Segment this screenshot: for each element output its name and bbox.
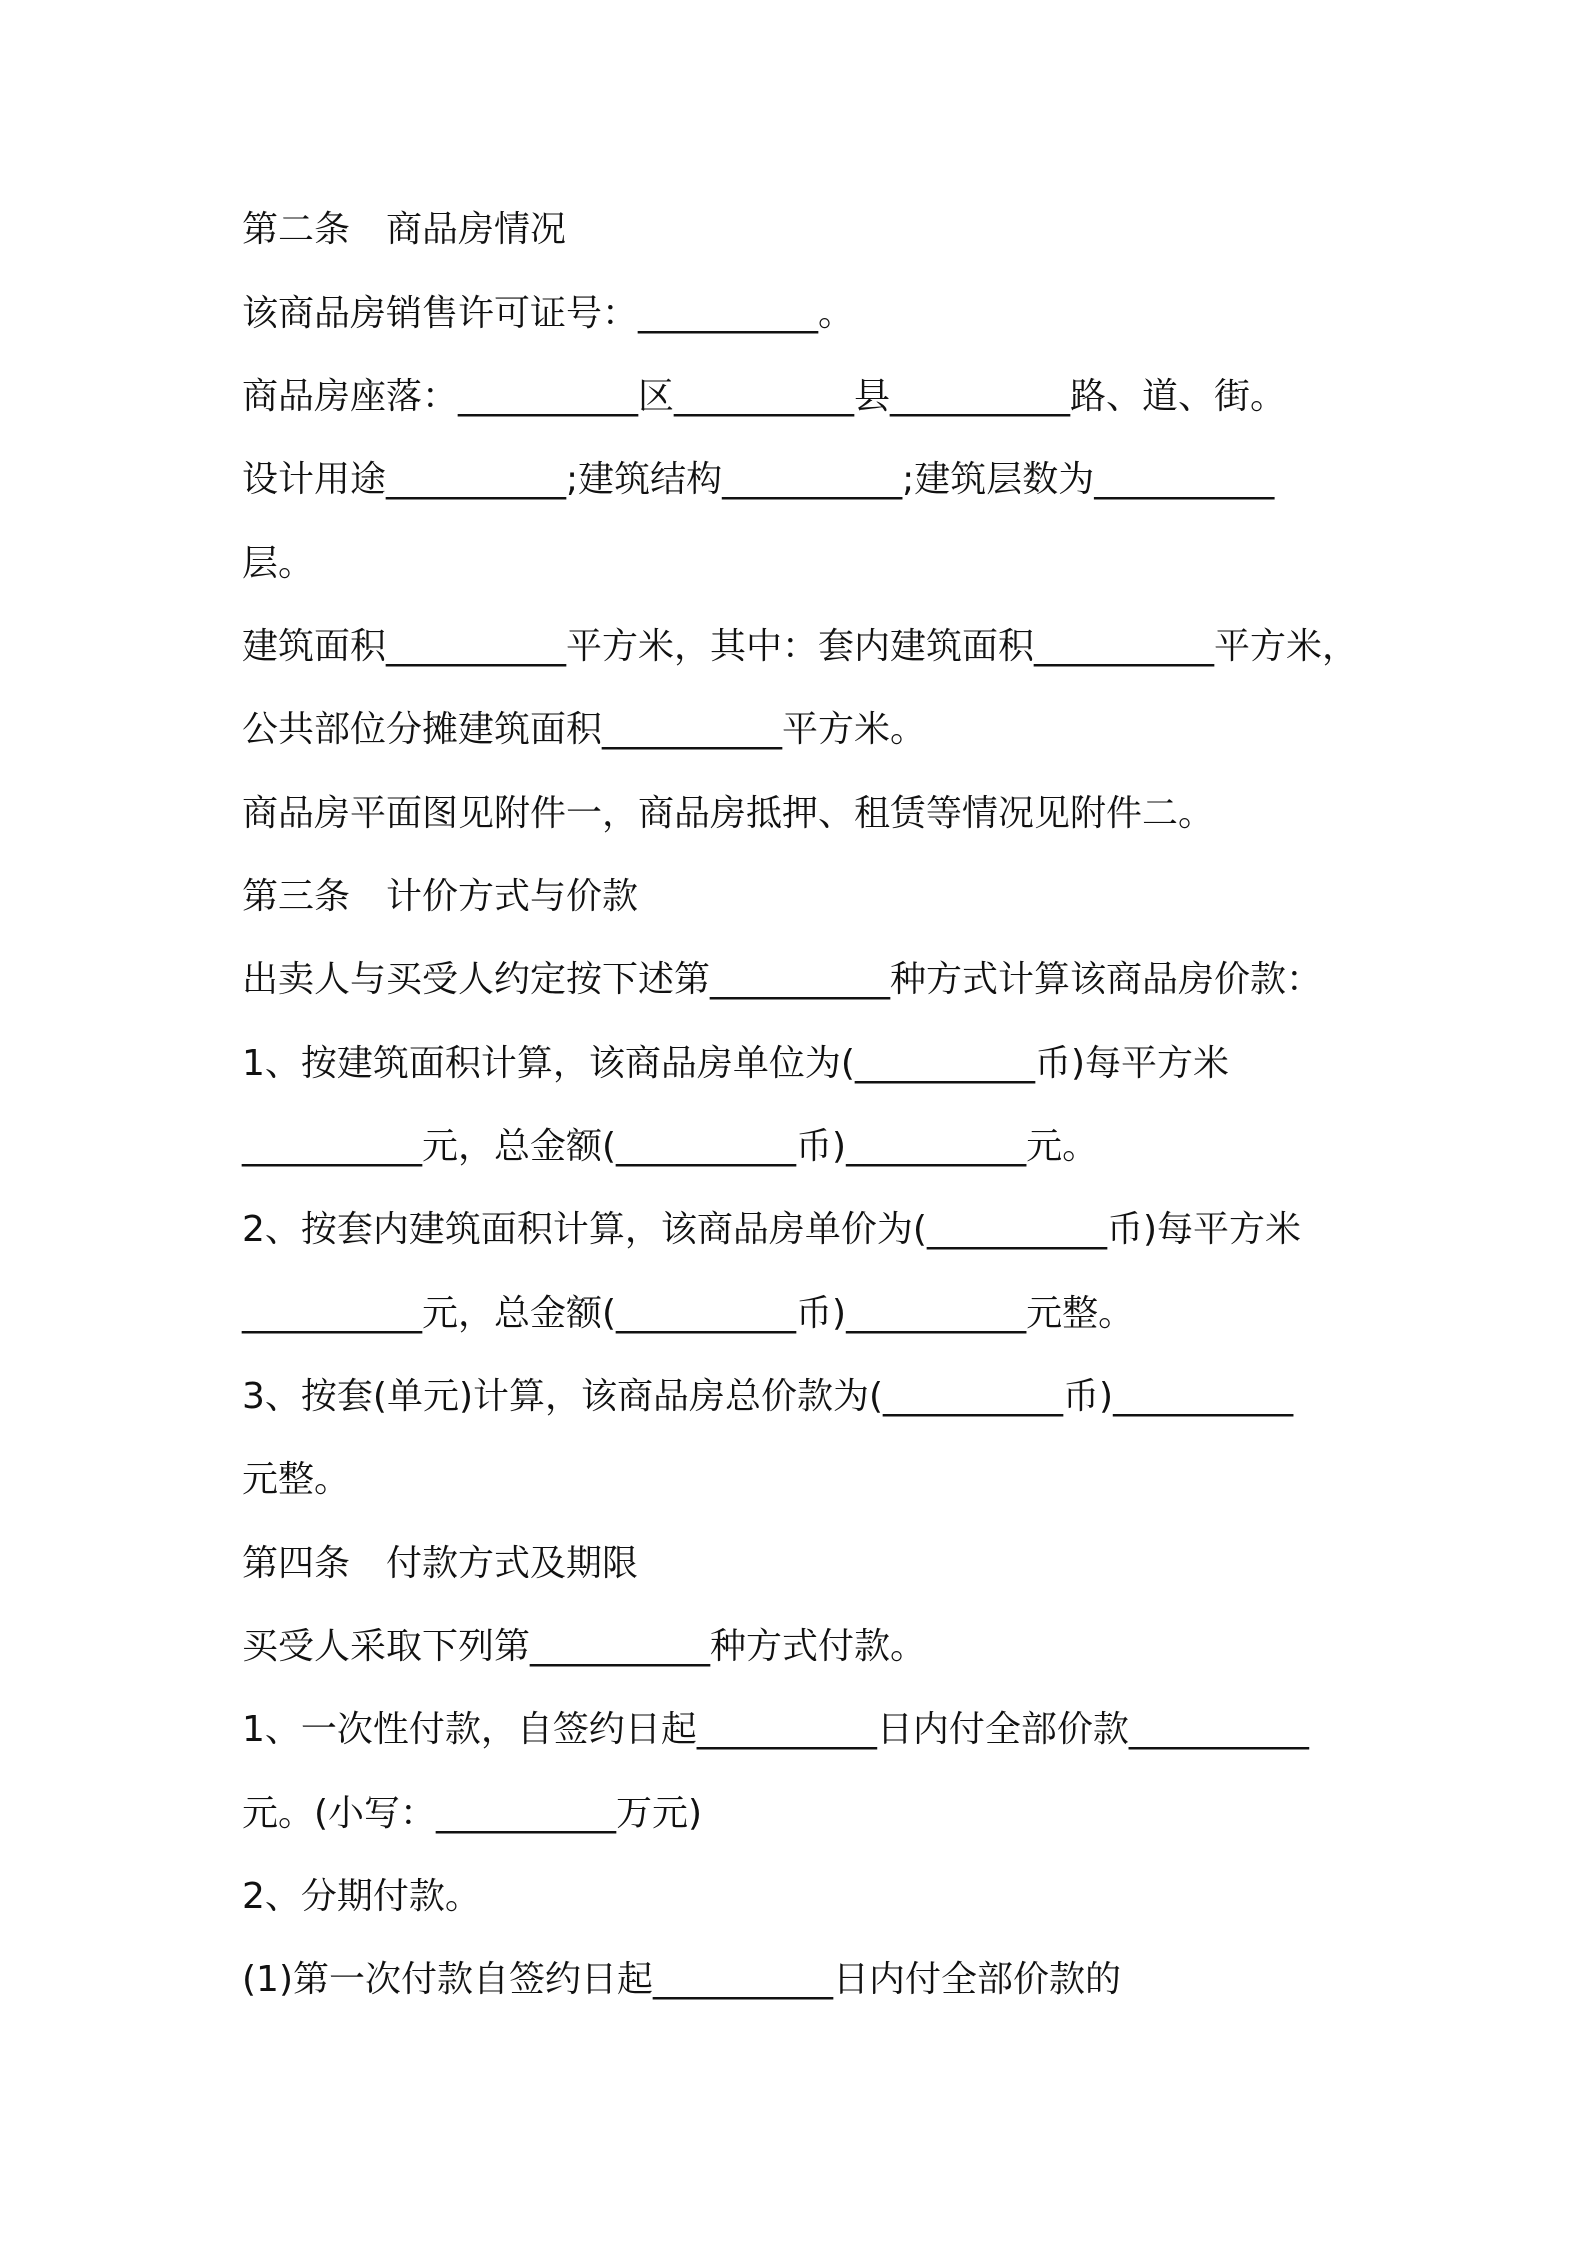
attachments-line: 商品房平面图见附件一，商品房抵押、租赁等情况见附件二。 xyxy=(242,793,1215,834)
payment-option-2: 2、分期付款。 xyxy=(242,1876,481,1917)
building-area-line: 建筑面积__________平方米，其中：套内建筑面积__________平方米， xyxy=(242,626,1359,667)
pricing-option-1-cont: __________元，总金额(__________币)__________元。 xyxy=(242,1126,1099,1167)
pricing-option-3: 3、按套(单元)计算，该商品房总价款为(__________币)__________ xyxy=(242,1376,1294,1417)
payment-option-1-cont: 元。(小写：__________万元) xyxy=(242,1793,703,1834)
pricing-option-2-cont: __________元，总金额(__________币)__________元整。 xyxy=(242,1293,1135,1334)
pricing-method-line: 出卖人与买受人约定按下述第__________种方式计算该商品房价款： xyxy=(242,959,1323,1000)
design-use-line: 设计用途__________;建筑结构__________;建筑层数为__________ xyxy=(242,459,1275,500)
payment-method-line: 买受人采取下列第__________种方式付款。 xyxy=(242,1626,927,1667)
pricing-option-1: 1、按建筑面积计算，该商品房单位为(__________币)每平方米 xyxy=(242,1043,1229,1084)
pricing-option-2: 2、按套内建筑面积计算，该商品房单价为(__________币)每平方米 xyxy=(242,1209,1301,1250)
article-3-heading: 第三条 计价方式与价款 xyxy=(242,876,639,917)
article-2-heading: 第二条 商品房情况 xyxy=(242,209,567,250)
floors-line-continued: 层。 xyxy=(242,543,315,584)
shared-area-line: 公共部位分摊建筑面积__________平方米。 xyxy=(242,709,927,750)
pricing-option-3-cont: 元整。 xyxy=(242,1459,351,1500)
installment-1-line: (1)第一次付款自签约日起__________日内付全部价款的 xyxy=(242,1959,1121,2000)
payment-option-1: 1、一次性付款，自签约日起__________日内付全部价款__________ xyxy=(242,1709,1309,1750)
sales-permit-line: 该商品房销售许可证号：__________。 xyxy=(242,293,855,334)
article-4-heading: 第四条 付款方式及期限 xyxy=(242,1543,639,1584)
location-line: 商品房座落：__________区__________县__________路、道、街。 xyxy=(242,376,1287,417)
